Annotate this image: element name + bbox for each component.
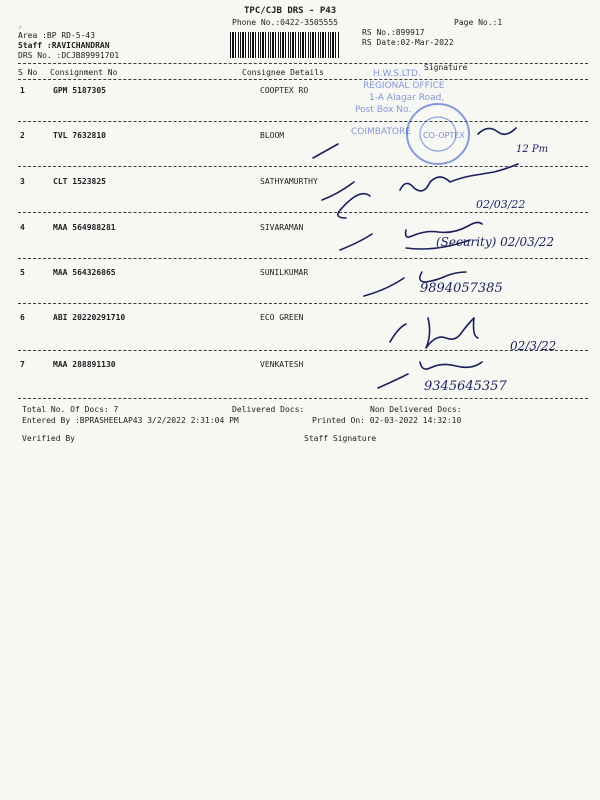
- tick-mark: [340, 234, 372, 250]
- col-consignee: Consignee Details: [242, 68, 324, 77]
- row-consignee: COOPTEX RO: [260, 86, 309, 95]
- row-note: 02/03/22: [476, 198, 526, 211]
- row-sno: 4: [20, 223, 25, 232]
- phone-number: Phone No.:0422-3505555: [232, 18, 338, 27]
- signature-row3: [400, 164, 518, 191]
- row-consignee: VENKATESH: [260, 360, 304, 369]
- rs-number: RS No.:899917: [362, 28, 425, 37]
- row-sno: 6: [20, 313, 25, 322]
- area-label: Area :BP RD-5-43: [18, 31, 96, 40]
- row-divider: [18, 121, 588, 122]
- stamp-line: REGIONAL OFFICE: [363, 81, 445, 91]
- row-consignee: SUNILKUMAR: [260, 268, 309, 277]
- row-sno: 5: [20, 268, 25, 277]
- row-divider: [18, 166, 588, 167]
- signature-strokes: [300, 100, 590, 400]
- row-consignee: SIVARAMAN: [260, 223, 304, 232]
- row-consignment: MAA 288891130: [53, 360, 116, 369]
- tick-mark: [390, 324, 406, 342]
- col-sno: S No: [18, 68, 38, 77]
- tick-mark: [313, 144, 338, 158]
- delivered-docs: Delivered Docs:: [232, 405, 305, 414]
- row-consignment: GPM 5187305: [53, 86, 106, 95]
- stamp-line: H.W.S.LTD.: [373, 69, 421, 79]
- row-consignee: SATHYAMURTHY: [260, 177, 318, 186]
- row-sno: 7: [20, 360, 25, 369]
- rule-header: [18, 79, 588, 80]
- office-stamp: [345, 66, 515, 138]
- staff-signature-label: Staff Signature: [304, 434, 377, 443]
- row-sno: 3: [20, 177, 25, 186]
- signature-row5: [420, 272, 466, 282]
- drs-number: DRS No. :DCJB89991701: [18, 51, 120, 60]
- verified-by: Verified By: [22, 434, 75, 443]
- col-signature: Signature: [424, 63, 468, 72]
- signature-row1: [478, 128, 516, 134]
- barcode: [230, 32, 340, 58]
- row-note: (Security) 02/03/22: [436, 235, 555, 249]
- round-seal: [403, 100, 473, 168]
- signature-row6: [426, 318, 478, 348]
- non-delivered-docs: Non Delivered Docs:: [370, 405, 462, 414]
- row-note: 9894057385: [420, 281, 503, 296]
- tick-mark: [322, 182, 354, 200]
- row-divider: [18, 258, 588, 259]
- stamp-line: 1-A Alagar Road,: [369, 93, 445, 103]
- stamp-line: Post Box No.: [355, 105, 412, 115]
- tick-mark: [364, 278, 404, 296]
- stroke: [338, 194, 370, 218]
- row-sno: 2: [20, 131, 25, 140]
- corner-mark: ⸝: [18, 21, 22, 30]
- page-number: Page No.:1: [454, 18, 503, 27]
- row-divider: [18, 303, 588, 304]
- row-consignee: BLOOM: [260, 131, 285, 140]
- row-divider: [18, 350, 588, 351]
- row-consignment: MAA 564326865: [53, 268, 116, 277]
- rule-top: [18, 63, 588, 64]
- row-note: 02/3/22: [510, 339, 557, 353]
- sheet-title: TPC/CJB DRS - P43: [244, 6, 337, 16]
- printed-on: Printed On: 02-03-2022 14:32:10: [312, 416, 462, 425]
- row-note: 12 Pm: [516, 144, 549, 155]
- row-note: 9345645357: [424, 379, 507, 394]
- row-consignment: ABI 20220291710: [53, 313, 126, 322]
- row-divider: [18, 212, 588, 213]
- total-docs: Total No. Of Docs: 7: [22, 405, 119, 414]
- staff-name: Staff :RAVICHANDRAN: [18, 41, 110, 50]
- col-consignment: Consignment No: [50, 68, 118, 77]
- row-consignment: MAA 564988281: [53, 223, 116, 232]
- row-consignment: TVL 7632810: [53, 131, 106, 140]
- signature-row7: [420, 362, 482, 369]
- row-consignment: CLT 1523825: [53, 177, 106, 186]
- rs-date: RS Date:02-Mar-2022: [362, 38, 454, 47]
- entered-by: Entered By :BPRASHEELAP43 3/2/2022 2:31:04 PM: [22, 416, 239, 425]
- seal-text: CO-OPTEX: [423, 131, 465, 140]
- row-sno: 1: [20, 86, 25, 95]
- signature-underline: [406, 240, 470, 249]
- tick-mark: [378, 374, 408, 388]
- rule-bottom: [18, 398, 588, 399]
- row-consignee: ECO GREEN: [260, 313, 304, 322]
- signature-row4: [406, 222, 482, 237]
- stamp-line: COIMBATORE: [351, 127, 411, 137]
